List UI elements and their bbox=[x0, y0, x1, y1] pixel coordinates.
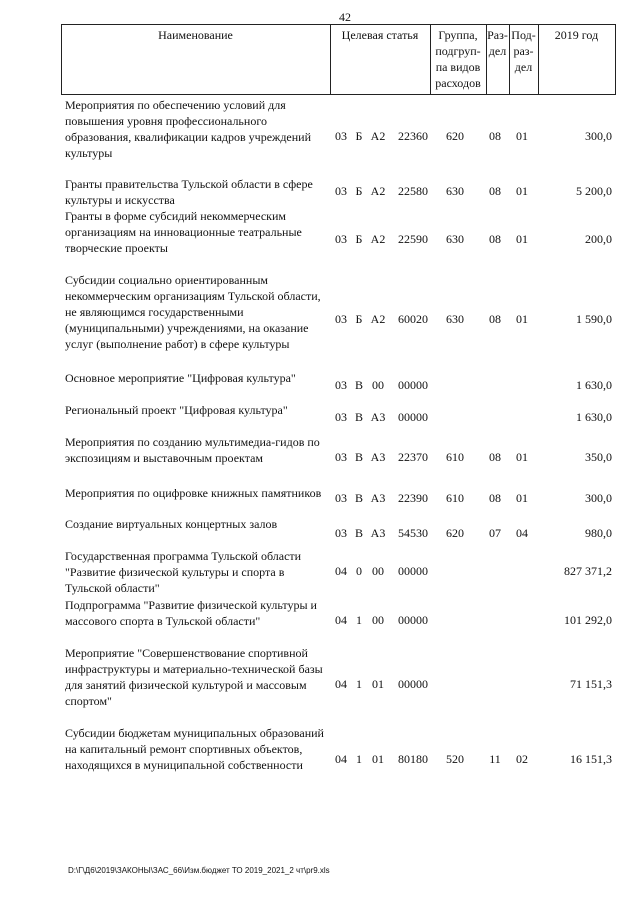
row-code-subprogram: В bbox=[354, 410, 363, 424]
row-code-program: 03 bbox=[335, 450, 347, 464]
row-code-direction: 00000 bbox=[398, 378, 428, 392]
row-amount: 5 200,0 bbox=[576, 184, 612, 198]
row-code-activity: 00 bbox=[372, 378, 384, 392]
row-group: 610 bbox=[446, 491, 464, 505]
row-name: Мероприятие "Совершенствование спортивной инфраструктуры и материально-технической базы для занятий физической культурой и массовым спортом" bbox=[65, 646, 323, 708]
row-section: 08 bbox=[489, 129, 501, 143]
row-subsection: 01 bbox=[516, 491, 528, 505]
header-subsection-line: дел bbox=[514, 60, 533, 74]
row-code-subprogram: В bbox=[354, 378, 363, 392]
row-code-activity: А3 bbox=[370, 410, 386, 424]
row-name: Региональный проект "Цифровая культура" bbox=[65, 403, 288, 417]
row-code-program: 04 bbox=[335, 677, 347, 691]
file-path-footer: D:\Г\Д6\2019\ЗАКОНЫ\ЗАС_66\Изм.бюджет ТО 2019_2021_2 чт\pr9.xls bbox=[68, 866, 330, 875]
row-code-activity: А2 bbox=[370, 184, 386, 198]
row-code-subprogram: 0 bbox=[356, 564, 362, 578]
row-amount: 1 590,0 bbox=[576, 312, 612, 326]
row-amount: 1 630,0 bbox=[576, 378, 612, 392]
row-code-direction: 22590 bbox=[398, 232, 428, 246]
row-amount: 300,0 bbox=[585, 491, 612, 505]
header-section bbox=[486, 27, 509, 59]
header-section-line: дел bbox=[488, 44, 507, 58]
header-divider bbox=[615, 24, 616, 95]
row-section: 07 bbox=[489, 526, 501, 540]
header-name: Наименование bbox=[158, 28, 233, 42]
row-name: Мероприятия по оцифровке книжных памятников bbox=[65, 486, 322, 500]
row-section: 08 bbox=[489, 491, 501, 505]
row-name: Основное мероприятие "Цифровая культура" bbox=[65, 371, 296, 385]
row-code-program: 03 bbox=[335, 410, 347, 424]
row-subsection: 02 bbox=[516, 752, 528, 766]
row-code-program: 03 bbox=[335, 232, 347, 246]
header-year: 2019 год bbox=[554, 28, 599, 42]
row-code-program: 04 bbox=[335, 564, 347, 578]
row-name: Создание виртуальных концертных залов bbox=[65, 517, 278, 531]
row-group: 630 bbox=[446, 232, 464, 246]
page-number: 42 bbox=[339, 10, 351, 24]
header-section-line: Раз- bbox=[487, 28, 508, 42]
row-group: 520 bbox=[446, 752, 464, 766]
row-name: Мероприятия по обеспечению условий для повышения уровня профессионального образования, квалификации кадров учреждений культуры bbox=[65, 98, 312, 160]
header-subsection-line: раз- bbox=[513, 44, 534, 58]
row-code-direction: 22390 bbox=[398, 491, 428, 505]
row-code-program: 03 bbox=[335, 184, 347, 198]
row-code-direction: 22370 bbox=[398, 450, 428, 464]
row-subsection: 01 bbox=[516, 232, 528, 246]
row-code-direction: 00000 bbox=[398, 410, 428, 424]
row-code-activity: А3 bbox=[370, 526, 386, 540]
row-amount: 980,0 bbox=[585, 526, 612, 540]
row-code-direction: 00000 bbox=[398, 564, 428, 578]
row-amount: 101 292,0 bbox=[564, 613, 612, 627]
header-subsection bbox=[509, 27, 538, 75]
header-subsection-line: Под- bbox=[511, 28, 536, 42]
row-code-program: 03 bbox=[335, 312, 347, 326]
row-code-program: 04 bbox=[335, 752, 347, 766]
row-code-subprogram: В bbox=[354, 491, 363, 505]
header-group-line: Группа, bbox=[438, 28, 478, 42]
row-name: Мероприятия по созданию мультимедиа-гидов по экспозициям и выставочным проектам bbox=[65, 435, 320, 465]
row-group: 630 bbox=[446, 312, 464, 326]
row-code-activity: А2 bbox=[370, 232, 386, 246]
row-amount: 350,0 bbox=[585, 450, 612, 464]
row-code-program: 03 bbox=[335, 491, 347, 505]
row-subsection: 01 bbox=[516, 184, 528, 198]
row-code-direction: 22580 bbox=[398, 184, 428, 198]
row-section: 08 bbox=[489, 184, 501, 198]
row-code-subprogram: Б bbox=[355, 129, 363, 143]
row-code-direction: 22360 bbox=[398, 129, 428, 143]
row-amount: 71 151,3 bbox=[570, 677, 612, 691]
row-code-subprogram: 1 bbox=[356, 613, 362, 627]
row-code-activity: 01 bbox=[372, 677, 384, 691]
row-code-subprogram: Б bbox=[355, 184, 363, 198]
row-section: 08 bbox=[489, 232, 501, 246]
row-name: Субсидии бюджетам муниципальных образований на капитальный ремонт спортивных объектов, находящихся в муниципальной собственности bbox=[65, 726, 324, 772]
row-name: Государственная программа Тульской области "Развитие физической культуры и спорта в Тульской области" bbox=[65, 549, 302, 595]
row-amount: 827 371,2 bbox=[564, 564, 612, 578]
row-subsection: 01 bbox=[516, 450, 528, 464]
row-code-activity: А3 bbox=[370, 450, 386, 464]
row-code-activity: 01 bbox=[372, 752, 384, 766]
row-subsection: 04 bbox=[516, 526, 528, 540]
row-group: 630 bbox=[446, 184, 464, 198]
row-code-program: 04 bbox=[335, 613, 347, 627]
row-code-subprogram: 1 bbox=[356, 677, 362, 691]
row-section: 08 bbox=[489, 450, 501, 464]
row-code-direction: 60020 bbox=[398, 312, 428, 326]
row-name: Гранты правительства Тульской области в сфере культуры и искусства bbox=[65, 177, 313, 207]
row-code-program: 03 bbox=[335, 129, 347, 143]
row-name: Подпрограмма "Развитие физической культуры и массового спорта в Тульской области" bbox=[65, 598, 317, 628]
row-subsection: 01 bbox=[516, 312, 528, 326]
row-code-activity: А2 bbox=[370, 129, 386, 143]
header-group bbox=[430, 27, 486, 91]
row-code-subprogram: 1 bbox=[356, 752, 362, 766]
row-amount: 300,0 bbox=[585, 129, 612, 143]
row-group: 620 bbox=[446, 526, 464, 540]
row-name: Гранты в форме субсидий некоммерческим организациям на инновационные театральные творческие проекты bbox=[65, 209, 302, 255]
header-group-line: расходов bbox=[435, 76, 481, 90]
row-subsection: 01 bbox=[516, 129, 528, 143]
row-code-activity: А2 bbox=[370, 312, 386, 326]
header-group-line: подгруп- bbox=[435, 44, 481, 58]
header-group-line: па видов bbox=[435, 60, 481, 74]
row-code-subprogram: В bbox=[354, 526, 363, 540]
row-amount: 1 630,0 bbox=[576, 410, 612, 424]
row-code-activity: 00 bbox=[372, 613, 384, 627]
row-code-activity: 00 bbox=[372, 564, 384, 578]
row-code-subprogram: В bbox=[354, 450, 363, 464]
row-code-direction: 54530 bbox=[398, 526, 428, 540]
row-amount: 16 151,3 bbox=[570, 752, 612, 766]
row-code-activity: А3 bbox=[370, 491, 386, 505]
row-group: 620 bbox=[446, 129, 464, 143]
header-target-item: Целевая статья bbox=[341, 28, 419, 42]
row-section: 08 bbox=[489, 312, 501, 326]
row-group: 610 bbox=[446, 450, 464, 464]
row-code-direction: 80180 bbox=[398, 752, 428, 766]
row-code-direction: 00000 bbox=[398, 677, 428, 691]
row-code-program: 03 bbox=[335, 378, 347, 392]
row-code-direction: 00000 bbox=[398, 613, 428, 627]
row-code-program: 03 bbox=[335, 526, 347, 540]
row-name: Субсидии социально ориентированным некоммерческим организациям Тульской области, не являющимся государственными (муниципальными) учреждениями, на оказание услуг (выполнение работ) в сфере культуры bbox=[65, 273, 321, 351]
row-code-subprogram: Б bbox=[355, 232, 363, 246]
row-section: 11 bbox=[489, 752, 501, 766]
row-code-subprogram: Б bbox=[355, 312, 363, 326]
row-amount: 200,0 bbox=[585, 232, 612, 246]
